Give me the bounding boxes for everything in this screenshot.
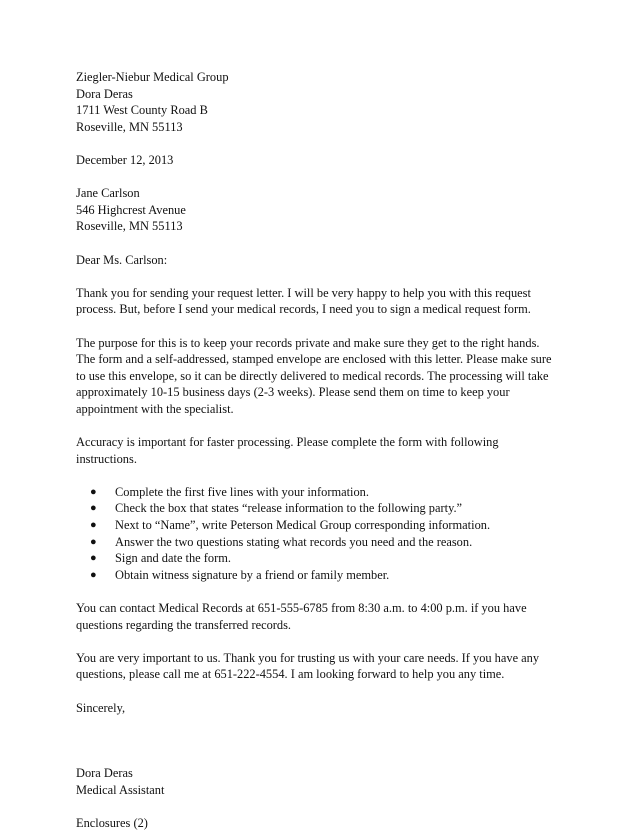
paragraph-line: appointment with the specialist. (76, 401, 234, 416)
enclosures (76, 815, 556, 832)
instruction-text: Next to “Name”, write Peterson Medical Group corresponding information. (115, 518, 491, 533)
list-item (90, 500, 556, 517)
body-paragraph (76, 285, 556, 318)
paragraph-line: approximately 10-15 business days (2-3 weeks). Please send them on time to keep your (76, 385, 510, 400)
paragraph-line: Thank you for sending your request letter. I will be very happy to help you with this request (76, 285, 531, 300)
paragraph-line: instructions. (76, 451, 137, 466)
closing (76, 700, 556, 717)
paragraph-line: The form and a self-addressed, stamped envelope are enclosed with this letter. Please make sure (76, 352, 552, 367)
sender-city: Roseville, MN 55113 (76, 119, 183, 134)
signature-name: Dora Deras (76, 766, 133, 781)
paragraph-line: You are very important to us. Thank you for trusting us with your care needs. If you have any (76, 650, 540, 665)
date-text: December 12, 2013 (76, 152, 174, 167)
paragraph-line: Accuracy is important for faster processing. Please complete the form with following (76, 435, 499, 450)
paragraph-line: You can contact Medical Records at 651-555-6785 from 8:30 a.m. to 4:00 p.m. if you have (76, 601, 527, 615)
body-paragraph (76, 335, 556, 418)
body-paragraph (76, 434, 556, 467)
instructions-list (76, 484, 556, 584)
enclosures-text: Enclosures (2) (76, 815, 148, 830)
salutation-text: Dear Ms. Carlson: (76, 252, 168, 267)
recipient-address (76, 185, 556, 235)
signature-title: Medical Assistant (76, 782, 165, 797)
recipient-city: Roseville, MN 55113 (76, 219, 183, 234)
list-item (90, 484, 556, 501)
sender-name: Dora Deras (76, 86, 133, 101)
bullet-icon: ● (90, 552, 97, 565)
paragraph-line: questions, please call me at 651-222-4554. I am looking forward to help you any time. (76, 667, 505, 682)
instruction-text: Complete the first five lines with your information. (115, 484, 369, 499)
instruction-text: Sign and date the form. (115, 551, 231, 566)
letter-date (76, 152, 556, 169)
paragraph-line: to use this envelope, so it can be directly delivered to medical records. The processing will take (76, 368, 549, 383)
list-item (90, 534, 556, 551)
recipient-street: 546 Highcrest Avenue (76, 202, 186, 217)
sender-organization: Ziegler-Niebur Medical Group (76, 70, 229, 84)
paragraph-line: process. But, before I send your medical records, I need you to sign a medical request form. (76, 302, 531, 317)
salutation (76, 252, 556, 269)
list-item (90, 550, 556, 567)
sender-street: 1711 West County Road B (76, 103, 208, 118)
signature-block (76, 765, 556, 798)
sender-address (76, 69, 556, 135)
bullet-icon: ● (90, 485, 97, 498)
list-item (90, 517, 556, 534)
bullet-icon: ● (90, 519, 97, 532)
list-item (90, 567, 556, 584)
bullet-icon: ● (90, 568, 97, 581)
paragraph-line: The purpose for this is to keep your records private and make sure they get to the right hands. (76, 335, 540, 350)
instruction-text: Answer the two questions stating what records you need and the reason. (115, 534, 473, 549)
paragraph-line: questions regarding the transferred records. (76, 617, 292, 632)
body-paragraph (76, 600, 556, 633)
instruction-text: Check the box that states “release information to the following party.” (115, 501, 463, 516)
instruction-text: Obtain witness signature by a friend or family member. (115, 567, 390, 582)
closing-text: Sincerely, (76, 700, 126, 715)
body-paragraph (76, 650, 556, 683)
recipient-name: Jane Carlson (76, 186, 140, 201)
letter-page (76, 69, 556, 832)
bullet-icon: ● (90, 535, 97, 548)
bullet-icon: ● (90, 502, 97, 515)
